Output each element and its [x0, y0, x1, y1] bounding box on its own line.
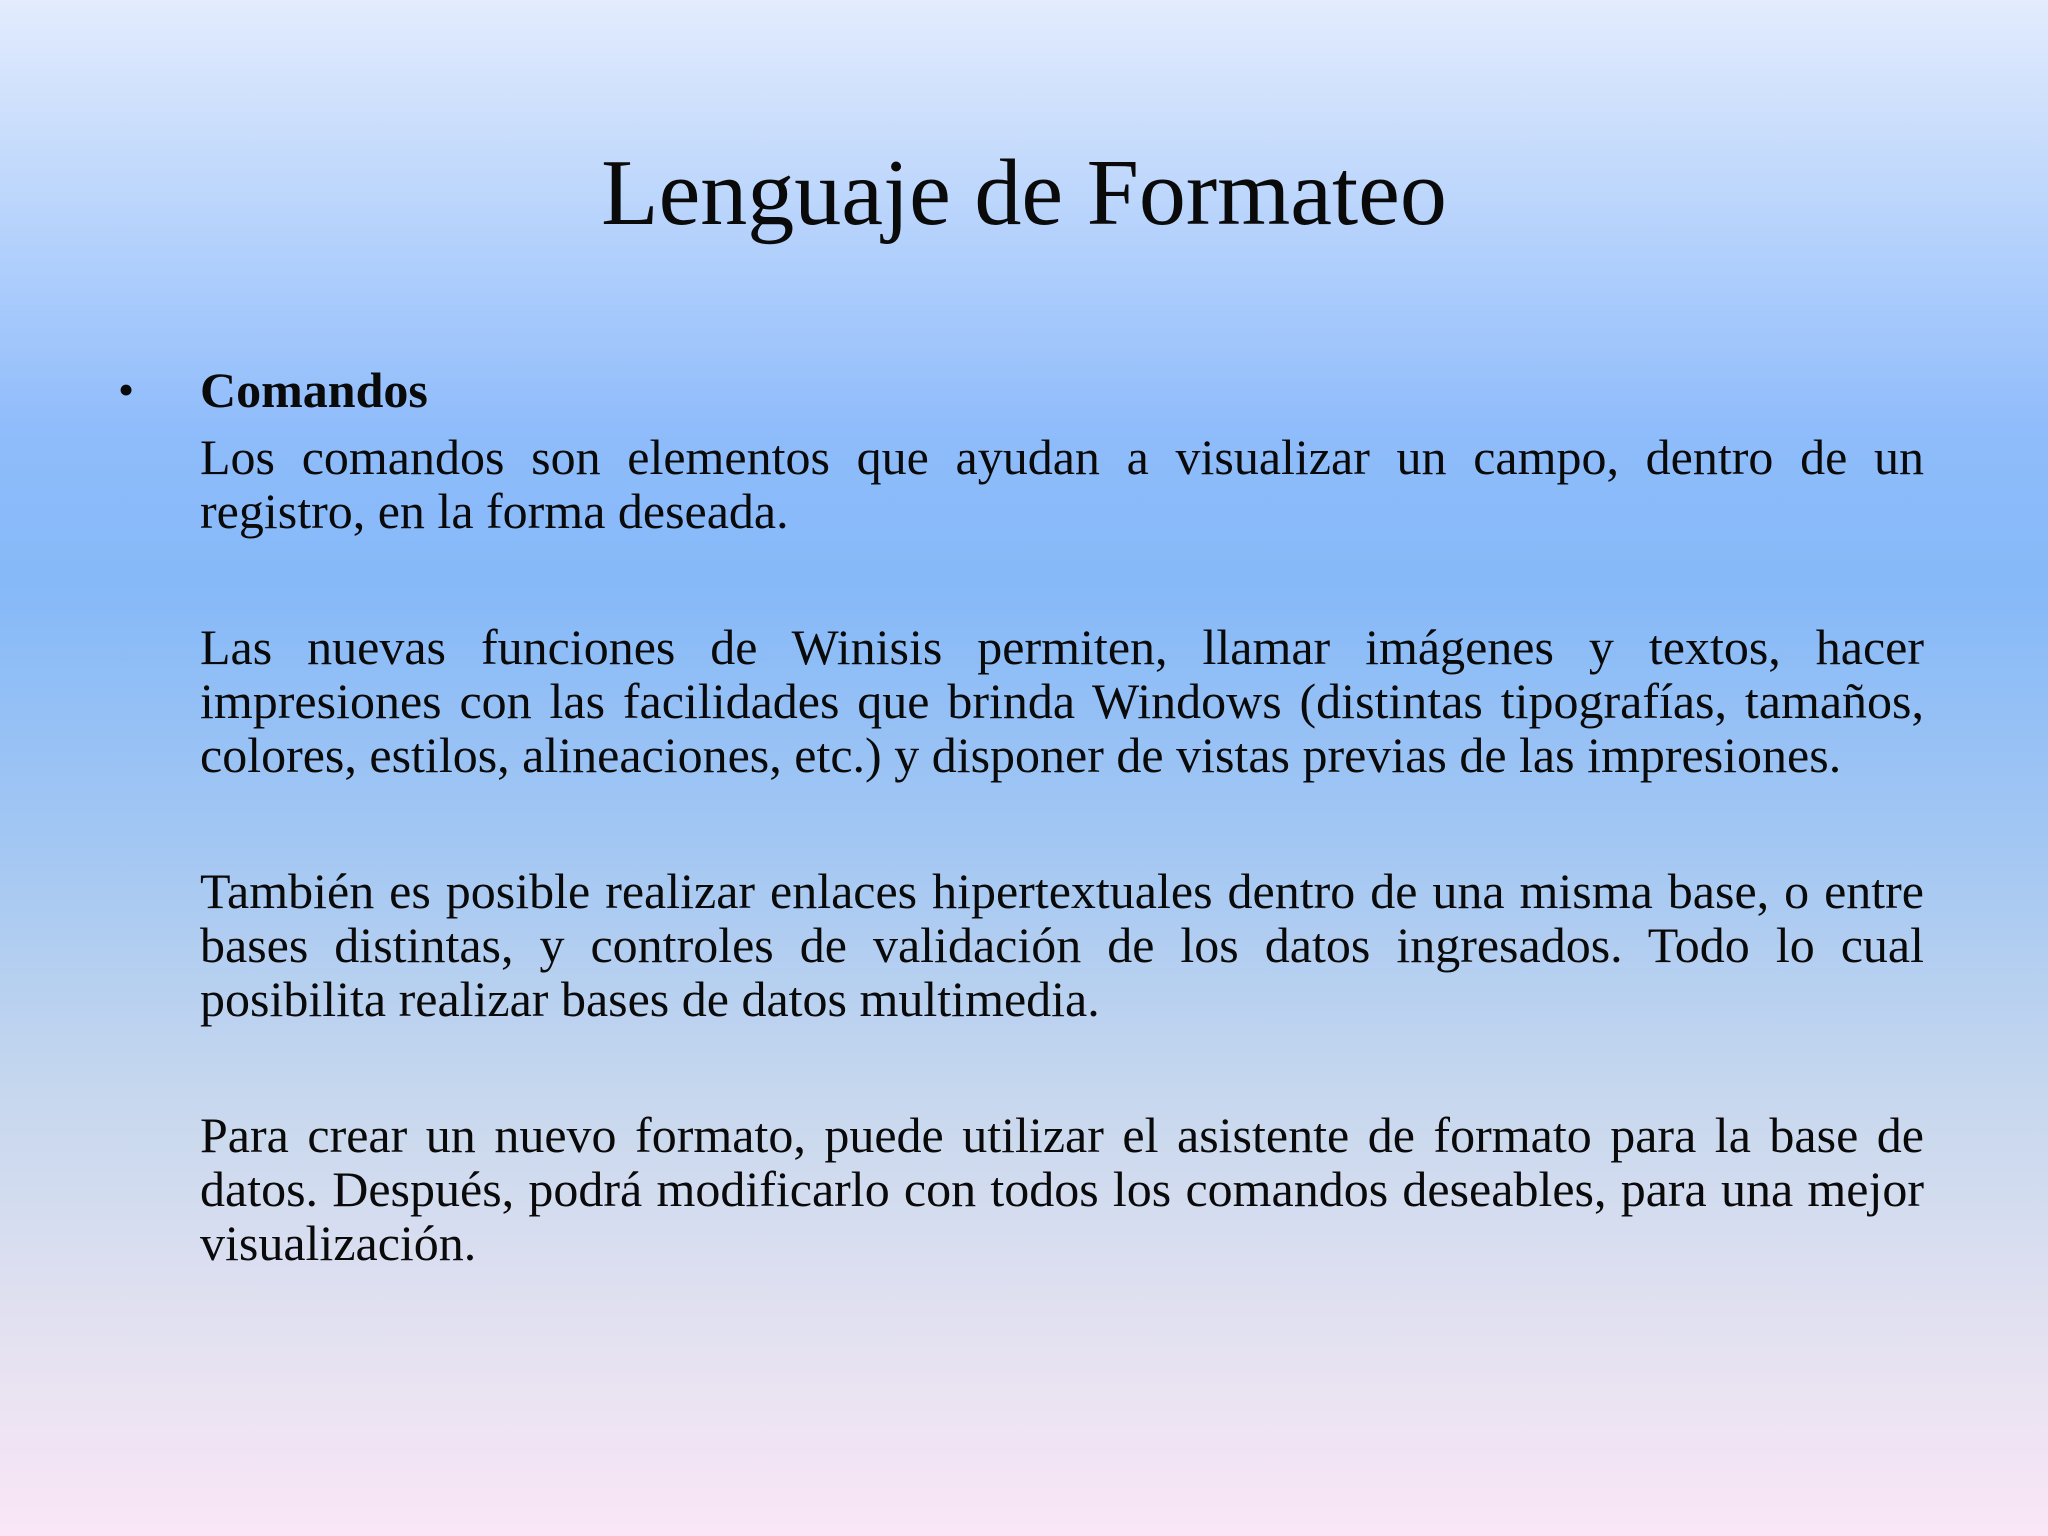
paragraph-hypertext-links: También es posible realizar enlaces hipertextuales dentro de una misma base, o entre bases distintas, y controles de validación de los datos ingresados. Todo lo cual posibilita realizar bases de datos multimedia.: [200, 863, 1924, 1027]
paragraph-format-wizard: Para crear un nuevo formato, puede utilizar el asistente de formato para la base de datos. Después, podrá modificarlo con todos los comandos deseables, para una mejor visualización.: [200, 1107, 1924, 1271]
slide-body: [200, 360, 1924, 1352]
bullet-icon: •: [118, 364, 135, 415]
paragraph-winisis-functions: Las nuevas funciones de Winisis permiten, llamar imágenes y textos, hacer impresiones con las facilidades que brinda Windows (distintas tipografías, tamaños, colores, estilos, alineaciones, etc.) y disponer de vistas previas de las impresiones.: [200, 619, 1924, 783]
paragraph-commands-definition: Los comandos son elementos que ayudan a visualizar un campo, dentro de un registro, en la forma deseada.: [200, 429, 1924, 539]
slide-title: Lenguaje de Formateo: [601, 141, 1447, 245]
bullet-heading: Comandos: [200, 362, 428, 418]
